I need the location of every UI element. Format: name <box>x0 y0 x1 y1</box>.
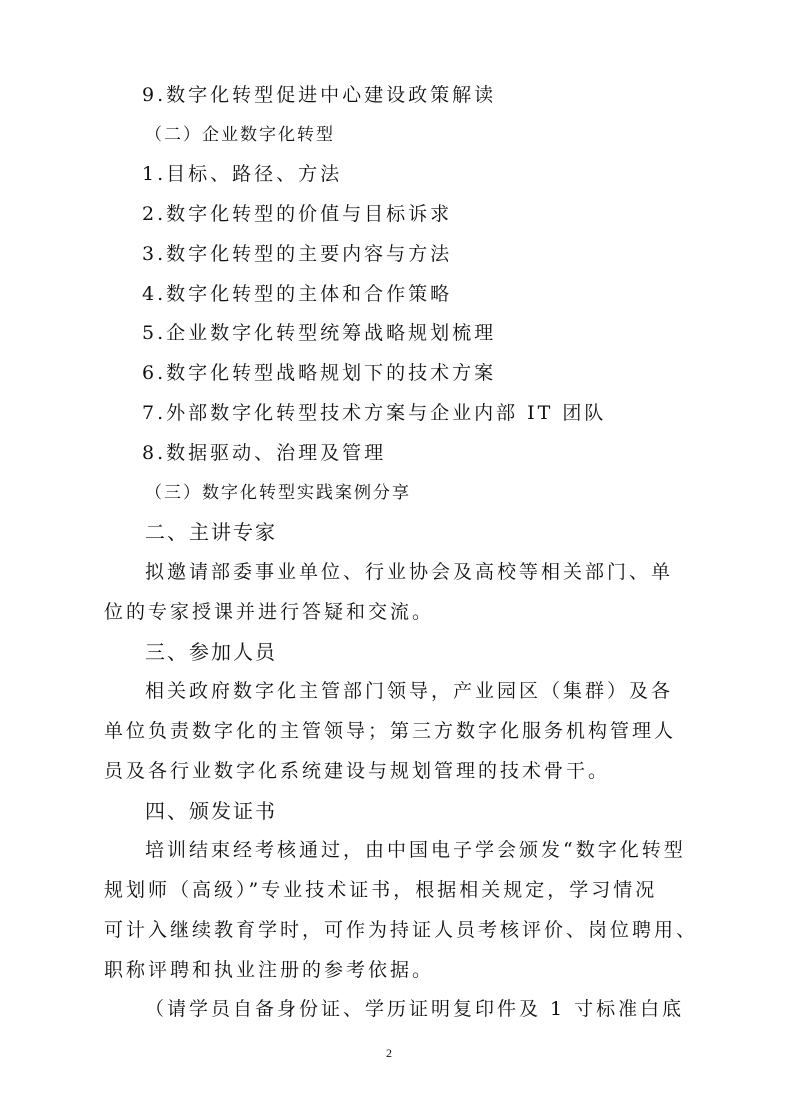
paragraph-participants-line-1: 相关政府数字化主管部门领导，产业园区（集群）及各 <box>145 680 674 702</box>
list-item-7: 7.外部数字化转型技术方案与企业内部 IT 团队 <box>142 402 607 424</box>
list-item-4: 4.数字化转型的主体和合作策略 <box>142 283 453 305</box>
paragraph-experts-line-1: 拟邀请部委事业单位、行业协会及高校等相关部门、单 <box>145 561 674 583</box>
list-item-3: 3.数字化转型的主要内容与方法 <box>142 243 453 265</box>
paragraph-certificate-line-3: 可计入继续教育学时，可作为持证人员考核评价、岗位聘用、 <box>104 919 699 941</box>
paragraph-materials-line-1: （请学员自备身份证、学历证明复印件及 1 寸标准白底 <box>145 998 685 1020</box>
paragraph-certificate-line-2: 规划师（高级）”专业技术证书，根据相关规定，学习情况 <box>104 879 658 901</box>
list-item-9-policy: 9.数字化转型促进中心建设政策解读 <box>142 84 497 106</box>
list-item-2: 2.数字化转型的价值与目标诉求 <box>142 203 453 225</box>
paragraph-certificate-line-1: 培训结束经考核通过，由中国电子学会颁发“数字化转型 <box>145 839 686 861</box>
paragraph-participants-line-2: 单位负责数字化的主管领导；第三方数字化服务机构管理人 <box>104 720 677 742</box>
paragraph-certificate-line-4: 职称评聘和执业注册的参考依据。 <box>104 959 435 981</box>
paragraph-participants-line-3: 员及各行业数字化系统建设与规划管理的技术骨干。 <box>104 760 611 782</box>
subsection-title-cases: （三）数字化转型实践案例分享 <box>145 483 411 503</box>
paragraph-experts-line-2: 位的专家授课并进行答疑和交流。 <box>104 601 435 623</box>
list-item-1: 1.目标、路径、方法 <box>142 163 343 185</box>
subsection-title-enterprise: （二）企业数字化转型 <box>145 125 335 145</box>
list-item-5: 5.企业数字化转型统筹战略规划梳理 <box>142 322 497 344</box>
section-heading-experts: 二、主讲专家 <box>145 520 277 544</box>
page-number: 2 <box>386 1046 392 1060</box>
section-heading-certificate: 四、颁发证书 <box>145 799 277 823</box>
list-item-8: 8.数据驱动、治理及管理 <box>142 442 387 464</box>
list-item-6: 6.数字化转型战略规划下的技术方案 <box>142 362 497 384</box>
section-heading-participants: 三、参加人员 <box>145 640 277 664</box>
